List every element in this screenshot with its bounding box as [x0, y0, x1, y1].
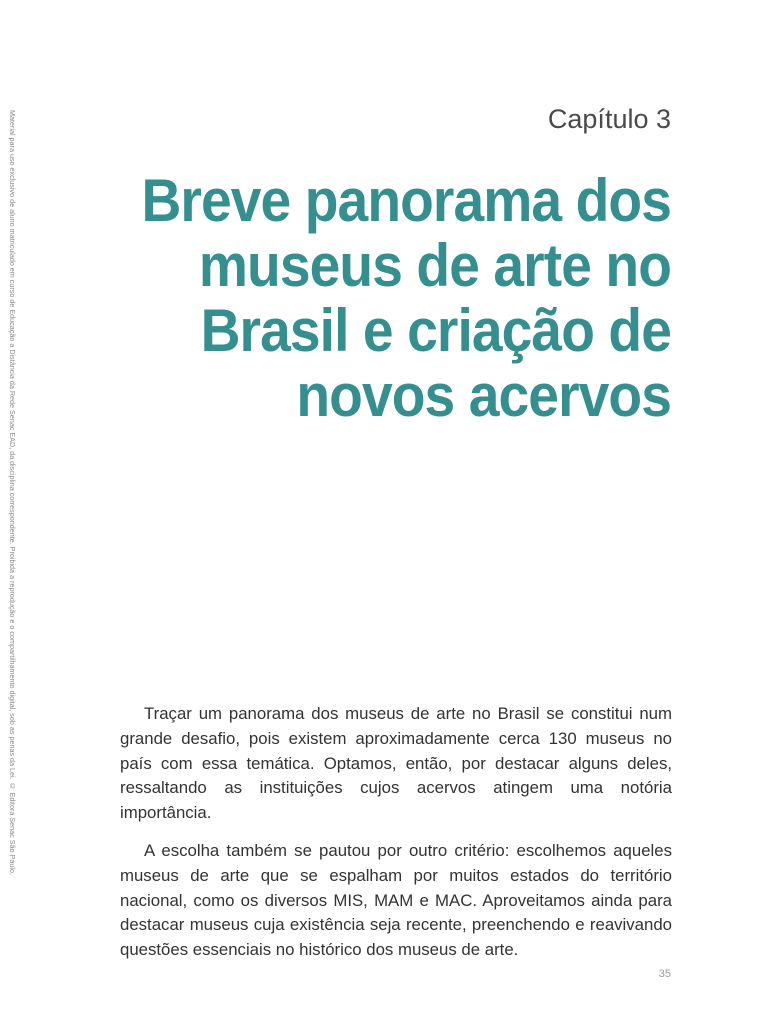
paragraph: Traçar um panorama dos museus de arte no Brasil se constitui num grande desafio, pois existem aproximadamente cerca 130 museus no país com essa temática. Optamos, então, por destacar alguns deles, ressaltando as instituições cujos acervos atingem uma notória importância.	[120, 704, 672, 823]
chapter-title-line: museus de arte no	[198, 232, 671, 299]
chapter-title-line: Breve panorama dos	[141, 167, 672, 234]
chapter-title-line: Brasil e criação de	[200, 297, 671, 364]
chapter-title-line: novos acervos	[296, 362, 671, 429]
paragraph: A escolha também se pautou por outro critério: escolhemos aqueles museus de arte que se espalham por muitos estados do território nacional, como os diversos MIS, MAM e MAC. Aproveitamos ainda para destacar museus cuja existência seja recente, preenchendo e reavivando questões essenciais no histórico dos museus de arte.	[120, 840, 672, 960]
chapter-title	[119, 168, 671, 428]
chapter-label: Capítulo 3	[547, 104, 671, 134]
body-text	[120, 702, 672, 976]
copyright-side-note: Material para uso exclusivo de aluno matriculado em curso de Educação a Distância da Rede Senac EAD, da disciplina correspondente. Proibida a reprodução e o compartilhamento digital, sob as penas da Lei. © Editora Senac São Paulo.	[8, 110, 17, 875]
page-number: 35	[658, 968, 671, 980]
